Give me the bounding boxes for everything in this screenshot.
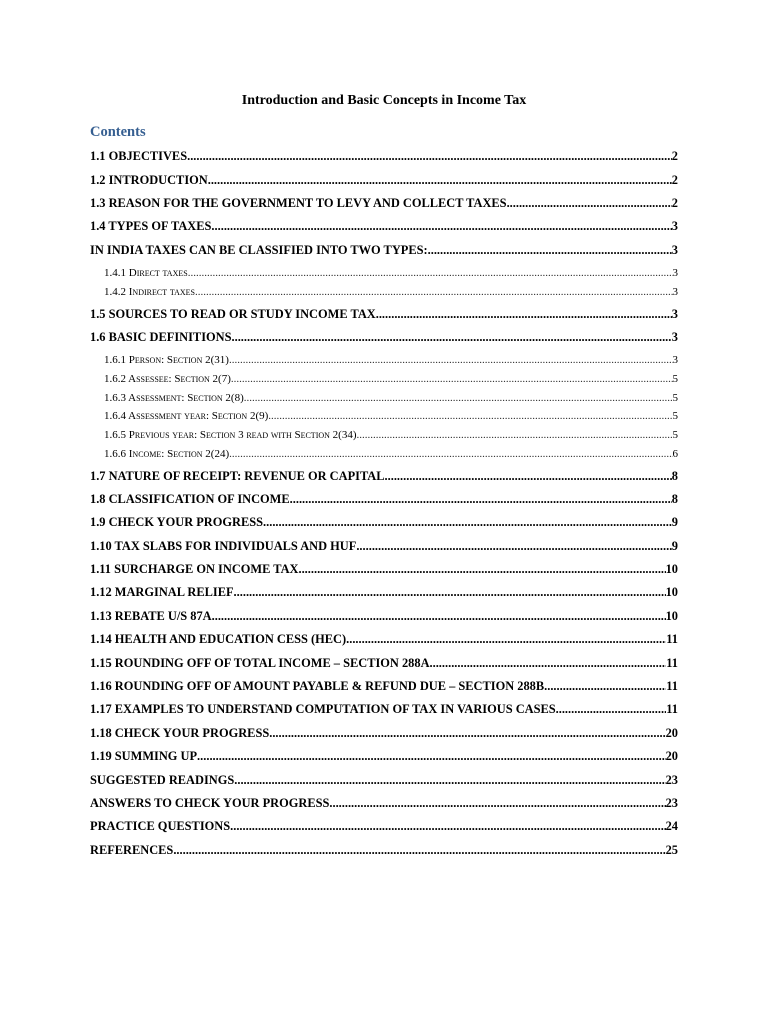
toc-entry[interactable] [90,511,678,534]
toc-leader-dots [428,239,672,262]
toc-leader-dots [195,283,673,302]
toc-entry-page-number: 9 [671,538,678,553]
toc-entry-page-number: 2 [671,149,678,164]
toc-leader-dots [430,652,667,675]
toc-leader-dots [356,535,671,558]
toc-entry[interactable] [90,792,678,815]
toc-entry-label: 1.6.4 Assessment year: Section 2(9) [104,410,269,423]
toc-entry-label: SUGGESTED READINGS [90,772,235,787]
toc-entry[interactable] [90,605,678,628]
toc-entry-label: 1.18 CHECK YOUR PROGRESS [90,725,270,740]
toc-subentry[interactable] [90,389,678,408]
toc-entry[interactable] [90,698,678,721]
toc-entry-label: IN INDIA TAXES CAN BE CLASSIFIED INTO TWO TYPES: [90,242,428,257]
toc-leader-dots [244,389,673,408]
toc-entry-label: 1.6.2 Assessee: Section 2(7) [104,373,231,386]
toc-entry-label: 1.6.5 Previous year: Section 3 read with Section 2(34) [104,429,357,442]
toc-entry-page-number: 3 [671,330,678,345]
toc-entry-page-number: 3 [672,267,678,280]
toc-entry-page-number: 3 [672,285,678,298]
toc-entry[interactable] [90,145,678,168]
toc-leader-dots [346,628,666,651]
toc-leader-dots [197,745,666,768]
toc-entry-label: REFERENCES [90,842,174,857]
toc-entry-page-number: 5 [672,410,678,423]
toc-entry-label: 1.3 REASON FOR THE GOVERNMENT TO LEVY AND COLLECT TAXES [90,196,507,211]
toc-entry[interactable] [90,815,678,838]
toc-entry-label: 1.4 TYPES OF TAXES [90,219,212,234]
toc-entry-label: 1.1 OBJECTIVES [90,149,188,164]
toc-leader-dots [229,445,672,464]
toc-subentry[interactable] [90,351,678,370]
toc-leader-dots [507,192,672,215]
toc-leader-dots [376,303,672,326]
toc-entry[interactable] [90,652,678,675]
toc-entry-page-number: 6 [672,447,678,460]
toc-subentry[interactable] [90,445,678,464]
toc-subentry[interactable] [90,264,678,283]
toc-entry[interactable] [90,628,678,651]
toc-leader-dots [556,698,667,721]
toc-leader-dots [211,215,671,238]
toc-entry-page-number: 25 [665,842,678,857]
toc-entry-label: 1.8 CLASSIFICATION OF INCOME [90,491,290,506]
toc-entry-label: 1.7 NATURE OF RECEIPT: REVENUE OR CAPITAL [90,468,385,483]
toc-entry-page-number: 2 [671,172,678,187]
toc-entry-label: 1.6 BASIC DEFINITIONS [90,330,232,345]
toc-leader-dots [234,581,666,604]
toc-leader-dots [298,558,665,581]
toc-entry[interactable] [90,169,678,192]
toc-leader-dots [385,465,672,488]
toc-entry-page-number: 11 [666,655,678,670]
toc-entry-page-number: 8 [671,491,678,506]
toc-entry-page-number: 2 [671,196,678,211]
toc-entry-page-number: 9 [671,515,678,530]
toc-subsection-group [90,262,678,302]
toc-entry[interactable] [90,581,678,604]
toc-entry[interactable] [90,722,678,745]
toc-leader-dots [268,407,672,426]
toc-entry-label: 1.6.3 Assessment: Section 2(8) [104,391,244,404]
toc-leader-dots [357,426,673,445]
document-title: Introduction and Basic Concepts in Income Tax [241,93,527,108]
toc-entry[interactable] [90,239,678,262]
toc-entry[interactable] [90,769,678,792]
toc-leader-dots [229,351,673,370]
toc-entry-label: 1.16 ROUNDING OFF OF AMOUNT PAYABLE & REFUND DUE – SECTION 288B [90,679,545,694]
toc-entry-label: 1.5 SOURCES TO READ OR STUDY INCOME TAX [90,306,376,321]
toc-entry-label: 1.4.1 Direct taxes [104,267,188,280]
toc-entry-page-number: 3 [671,306,678,321]
toc-entry[interactable] [90,192,678,215]
toc-entry-label: 1.6.6 Income: Section 2(24) [104,447,230,460]
toc-leader-dots [188,264,673,283]
toc-entry-page-number: 24 [665,819,678,834]
toc-entry-label: 1.19 SUMMING UP [90,749,198,764]
toc-entry-page-number: 3 [672,354,678,367]
toc-entry-page-number: 23 [665,796,678,810]
toc-leader-dots [231,370,673,389]
toc-entry-label: 1.10 TAX SLABS FOR INDIVIDUALS AND HUF [90,538,357,553]
toc-leader-dots [269,722,665,745]
toc-entry[interactable] [90,558,678,581]
toc-subentry[interactable] [90,370,678,389]
toc-entry-label: 1.9 CHECK YOUR PROGRESS [90,515,264,530]
toc-leader-dots [234,769,665,792]
toc-subentry[interactable] [90,283,678,302]
toc-entry[interactable] [90,488,678,511]
toc-leader-dots [544,675,666,698]
toc-entry[interactable] [90,839,678,862]
toc-entry-label: 1.15 ROUNDING OFF OF TOTAL INCOME – SECTION 288A [90,655,430,670]
toc-entry-label: 1.12 MARGINAL RELIEF [90,585,234,600]
toc-entry-label: 1.6.1 Person: Section 2(31) [104,354,229,367]
toc-entry[interactable] [90,675,678,698]
toc-entry-page-number: 20 [665,749,678,764]
toc-entry[interactable] [90,303,678,326]
toc-entry-page-number: 8 [671,468,678,483]
contents-heading: Contents [90,124,146,140]
toc-leader-dots [263,511,672,534]
toc-entry-page-number: 10 [665,608,678,623]
toc-leader-dots [173,839,665,862]
toc-entry-page-number: 10 [665,562,678,577]
toc-entry-label: 1.14 HEALTH AND EDUCATION CESS (HEC) [90,632,347,647]
toc-entry-page-number: 20 [665,725,678,740]
toc-entry-label: 1.11 SURCHARGE ON INCOME TAX [90,562,299,577]
toc-entry[interactable] [90,465,678,488]
toc-entry-page-number: 11 [666,679,678,694]
table-of-contents [90,145,678,862]
toc-subentry[interactable] [90,407,678,426]
toc-entry-page-number: 11 [666,632,678,647]
toc-leader-dots [329,792,665,815]
toc-entry-page-number: 5 [672,429,678,442]
toc-entry-page-number: 3 [671,219,678,234]
toc-entry-label: 1.13 REBATE U/S 87A [90,608,212,623]
toc-entry-page-number: 3 [671,242,678,257]
toc-leader-dots [230,815,665,838]
toc-entry-page-number: 11 [666,702,678,717]
toc-subentry[interactable] [90,426,678,445]
toc-entry-label: 1.17 EXAMPLES TO UNDERSTAND COMPUTATION OF TAX IN VARIOUS CASES [90,702,556,717]
toc-entry-page-number: 10 [665,585,678,600]
toc-leader-dots [290,488,672,511]
toc-entry-label: ANSWERS TO CHECK YOUR PROGRESS [90,796,330,810]
toc-entry[interactable] [90,535,678,558]
toc-entry[interactable] [90,745,678,768]
toc-entry-label: 1.4.2 Indirect taxes [104,285,195,298]
toc-entry-label: 1.2 INTRODUCTION [90,172,208,187]
toc-leader-dots [232,326,672,349]
toc-subsection-group [90,349,678,464]
toc-entry[interactable] [90,215,678,238]
toc-entry[interactable] [90,326,678,349]
toc-entry-page-number: 5 [672,373,678,386]
toc-entry-label: PRACTICE QUESTIONS [90,819,231,834]
toc-entry-page-number: 5 [672,391,678,404]
toc-entry-page-number: 23 [665,772,678,787]
toc-leader-dots [208,169,672,192]
toc-leader-dots [212,605,666,628]
toc-leader-dots [187,145,672,168]
